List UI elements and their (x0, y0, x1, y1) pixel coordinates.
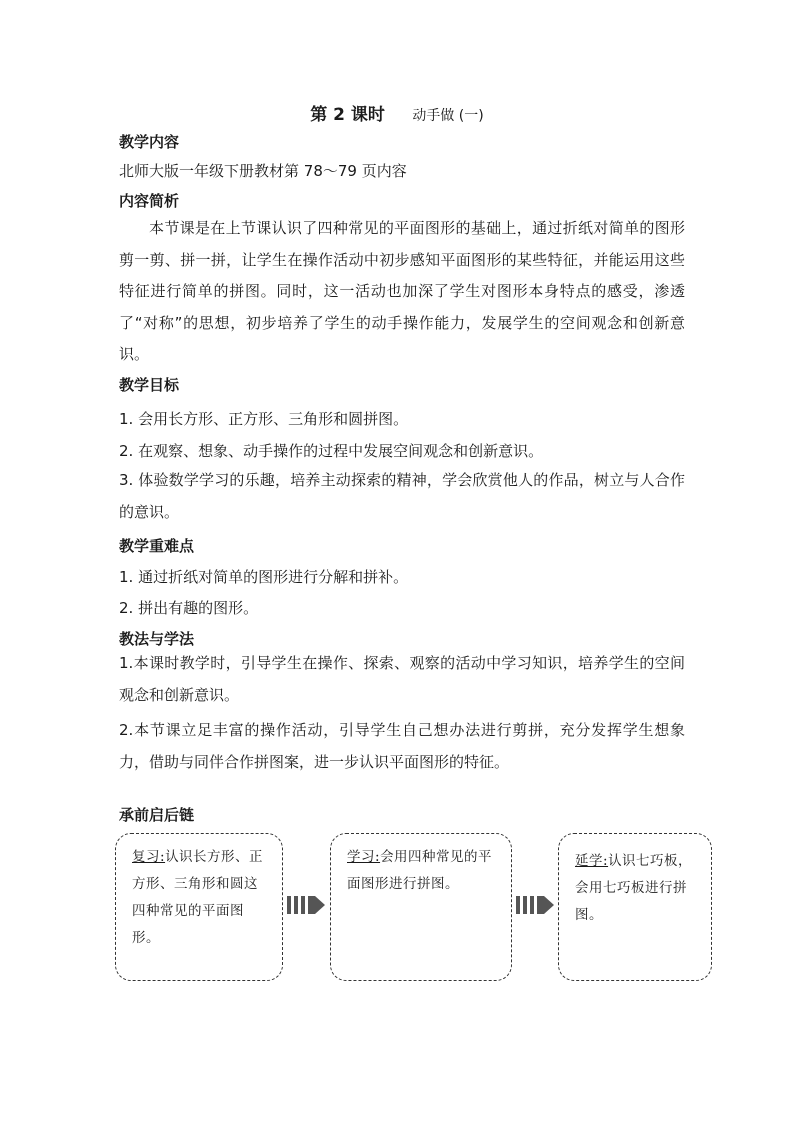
content-text: 北师大版一年级下册教材第 78～79 页内容 (119, 162, 407, 180)
heading-analysis: 内容简析 (119, 192, 180, 210)
learn-label: 学习: (347, 849, 381, 865)
heading-keypoints: 教学重难点 (119, 537, 195, 555)
chain-box-learn (330, 833, 512, 981)
chain-box-extend (558, 833, 712, 981)
goal-item-1: 1. 会用长方形、正方形、三角形和圆拼图。 (119, 410, 409, 428)
lesson-name: 动手做 (一) (412, 108, 484, 124)
learn-text: 会用四种常见的平面图形进行拼图。 (347, 849, 493, 892)
extend-label: 延学: (575, 853, 609, 869)
goal-item-3: 3. 体验数学学习的乐趣，培养主动探索的精神，学会欣赏他人的作品，树立与人合作的意识。 (119, 471, 685, 521)
chain-box-review (115, 833, 283, 981)
arrow-right-icon (287, 893, 327, 917)
page-title (0, 100, 794, 125)
keypoint-item-1: 1. 通过折纸对简单的图形进行分解和拼补。 (119, 568, 409, 586)
review-label: 复习: (132, 849, 166, 865)
lesson-number: 第 2 课时 (310, 105, 385, 125)
method-item-1: 1.本课时教学时，引导学生在操作、探索、观察的活动中学习知识，培养学生的空间观念和创新意识。 (119, 654, 685, 704)
arrow-right-icon (516, 893, 556, 917)
heading-chain: 承前启后链 (119, 806, 195, 824)
heading-content: 教学内容 (119, 133, 180, 151)
goal-item-2: 2. 在观察、想象、动手操作的过程中发展空间观念和创新意识。 (119, 442, 544, 460)
heading-goals: 教学目标 (119, 376, 180, 394)
keypoint-item-2: 2. 拼出有趣的图形。 (119, 599, 259, 617)
heading-methods: 教法与学法 (119, 630, 195, 648)
extend-text: 认识七巧板，会用七巧板进行拼图。 (575, 853, 693, 923)
method-item-2: 2.本节课立足丰富的操作活动，引导学生自己想办法进行剪拼，充分发挥学生想象力，借助与同伴合作拼图案，进一步认识平面图形的特征。 (119, 721, 685, 771)
review-text: 认识长方形、正方形、三角形和圆这四种常见的平面图形。 (132, 849, 264, 946)
analysis-paragraph: 本节课是在上节课认识了四种常见的平面图形的基础上，通过折纸对简单的图形剪一剪、拼一拼，让学生在操作活动中初步感知平面图形的某些特征，并能运用这些特征进行简单的拼图。同时，这一活动也加深了学生对图形本身特点的感受，渗透了“对称”的思想，初步培养了学生的动手操作能力，发展学生的空间观念和创新意识。 (119, 219, 685, 363)
